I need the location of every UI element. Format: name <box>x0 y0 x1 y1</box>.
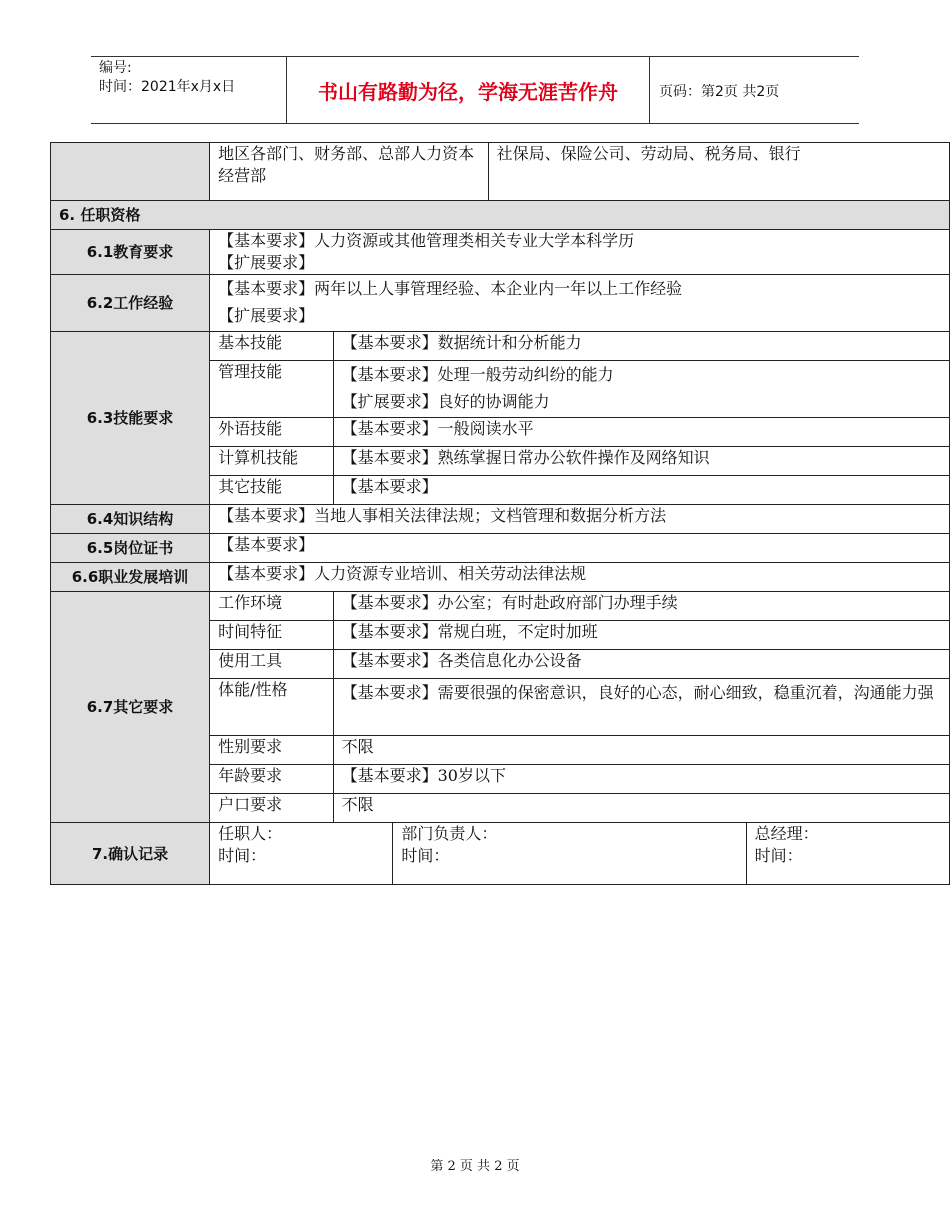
other-name: 户口要求 <box>210 794 334 823</box>
other-text: 【基本要求】各类信息化办公设备 <box>333 650 949 679</box>
education-basic: 【基本要求】人力资源或其他管理类相关专业大学本科学历 <box>218 231 635 250</box>
other-text: 【基本要求】30岁以下 <box>333 765 949 794</box>
knowledge-text: 【基本要求】当地人事相关法律法规；文档管理和数据分析方法 <box>210 505 950 534</box>
other-name: 使用工具 <box>210 650 334 679</box>
gm-time-label: 时间： <box>754 846 803 865</box>
qualification-table <box>50 142 950 885</box>
skill-name: 管理技能 <box>210 361 334 418</box>
experience-label: 6.2工作经验 <box>51 275 210 332</box>
confirmation-label: 7.确认记录 <box>51 823 210 885</box>
training-text: 【基本要求】人力资源专业培训、相关劳动法律法规 <box>210 563 950 592</box>
gm-label: 总经理： <box>754 824 819 843</box>
section6-header-row <box>51 201 950 230</box>
certificate-row <box>51 534 950 563</box>
experience-basic: 【基本要求】两年以上人事管理经验、本企业内一年以上工作经验 <box>218 279 683 298</box>
certificate-text: 【基本要求】 <box>210 534 950 563</box>
other-label: 6.7其它要求 <box>51 592 210 823</box>
other-name: 年龄要求 <box>210 765 334 794</box>
other-text: 【基本要求】办公室；有时赴政府部门办理手续 <box>333 592 949 621</box>
skill-desc-line: 【基本要求】一般阅读水平 <box>341 419 534 438</box>
training-label: 6.6职业发展培训 <box>51 563 210 592</box>
other-name: 性别要求 <box>210 736 334 765</box>
holder-label: 任职人： <box>218 824 283 843</box>
other-row <box>51 592 950 621</box>
skill-desc-line: 【基本要求】 <box>341 477 438 496</box>
skill-name: 计算机技能 <box>210 447 334 476</box>
skill-name: 外语技能 <box>210 418 334 447</box>
other-name: 体能/性格 <box>210 679 334 736</box>
skill-desc <box>333 476 949 505</box>
experience-extended: 【扩展要求】 <box>218 306 315 325</box>
section6-title: 6. 任职资格 <box>51 201 950 230</box>
other-name: 工作环境 <box>210 592 334 621</box>
other-text: 不限 <box>333 794 949 823</box>
education-content <box>210 230 950 275</box>
skill-desc <box>333 447 949 476</box>
confirmation-gm <box>746 823 949 885</box>
page-header <box>91 56 859 124</box>
other-name: 时间特征 <box>210 621 334 650</box>
skill-desc-line: 【基本要求】熟练掌握日常办公软件操作及网络知识 <box>341 448 710 467</box>
knowledge-label: 6.4知识结构 <box>51 505 210 534</box>
contacts-row <box>51 143 950 201</box>
education-label: 6.1教育要求 <box>51 230 210 275</box>
other-text: 【基本要求】需要很强的保密意识，良好的心态，耐心细致，稳重沉着，沟通能力强 <box>333 679 949 736</box>
other-text: 不限 <box>333 736 949 765</box>
header-meta <box>99 59 235 97</box>
experience-content <box>210 275 950 332</box>
dept-head-time-label: 时间： <box>401 846 450 865</box>
skill-desc-line: 【基本要求】处理一般劳动纠纷的能力 <box>341 365 614 384</box>
experience-row <box>51 275 950 332</box>
confirmation-row <box>51 823 950 885</box>
skill-name: 基本技能 <box>210 332 334 361</box>
certificate-label: 6.5岗位证书 <box>51 534 210 563</box>
skills-label: 6.3技能要求 <box>51 332 210 505</box>
other-text: 【基本要求】常规白班，不定时加班 <box>333 621 949 650</box>
doc-number-label: 编号: <box>99 60 132 76</box>
header-motto: 书山有路勤为径，学海无涯苦作舟 <box>318 79 618 104</box>
holder-time-label: 时间： <box>218 846 267 865</box>
skill-desc <box>333 332 949 361</box>
contacts-label-cell <box>51 143 210 201</box>
skill-desc-line: 【基本要求】数据统计和分析能力 <box>341 333 582 352</box>
training-row <box>51 563 950 592</box>
header-divider <box>649 57 650 123</box>
knowledge-row <box>51 505 950 534</box>
skill-name: 其它技能 <box>210 476 334 505</box>
skill-desc <box>333 418 949 447</box>
education-extended: 【扩展要求】 <box>218 253 315 272</box>
skill-row <box>51 332 950 361</box>
skill-desc-line: 【扩展要求】良好的协调能力 <box>341 392 550 411</box>
confirmation-dept-head <box>393 823 746 885</box>
education-row <box>51 230 950 275</box>
contacts-internal: 地区各部门、财务部、总部人力资本经营部 <box>210 143 489 201</box>
page-footer: 第 2 页 共 2 页 <box>430 1159 520 1174</box>
contacts-external: 社保局、保险公司、劳动局、税务局、银行 <box>488 143 949 201</box>
confirmation-holder <box>210 823 393 885</box>
qualification-table-wrapper <box>50 142 950 885</box>
skill-desc <box>333 361 949 418</box>
header-page-info: 页码：第2页 共2页 <box>659 84 780 100</box>
dept-head-label: 部门负责人： <box>401 824 498 843</box>
doc-time-label: 时间：2021年x月x日 <box>99 79 236 95</box>
